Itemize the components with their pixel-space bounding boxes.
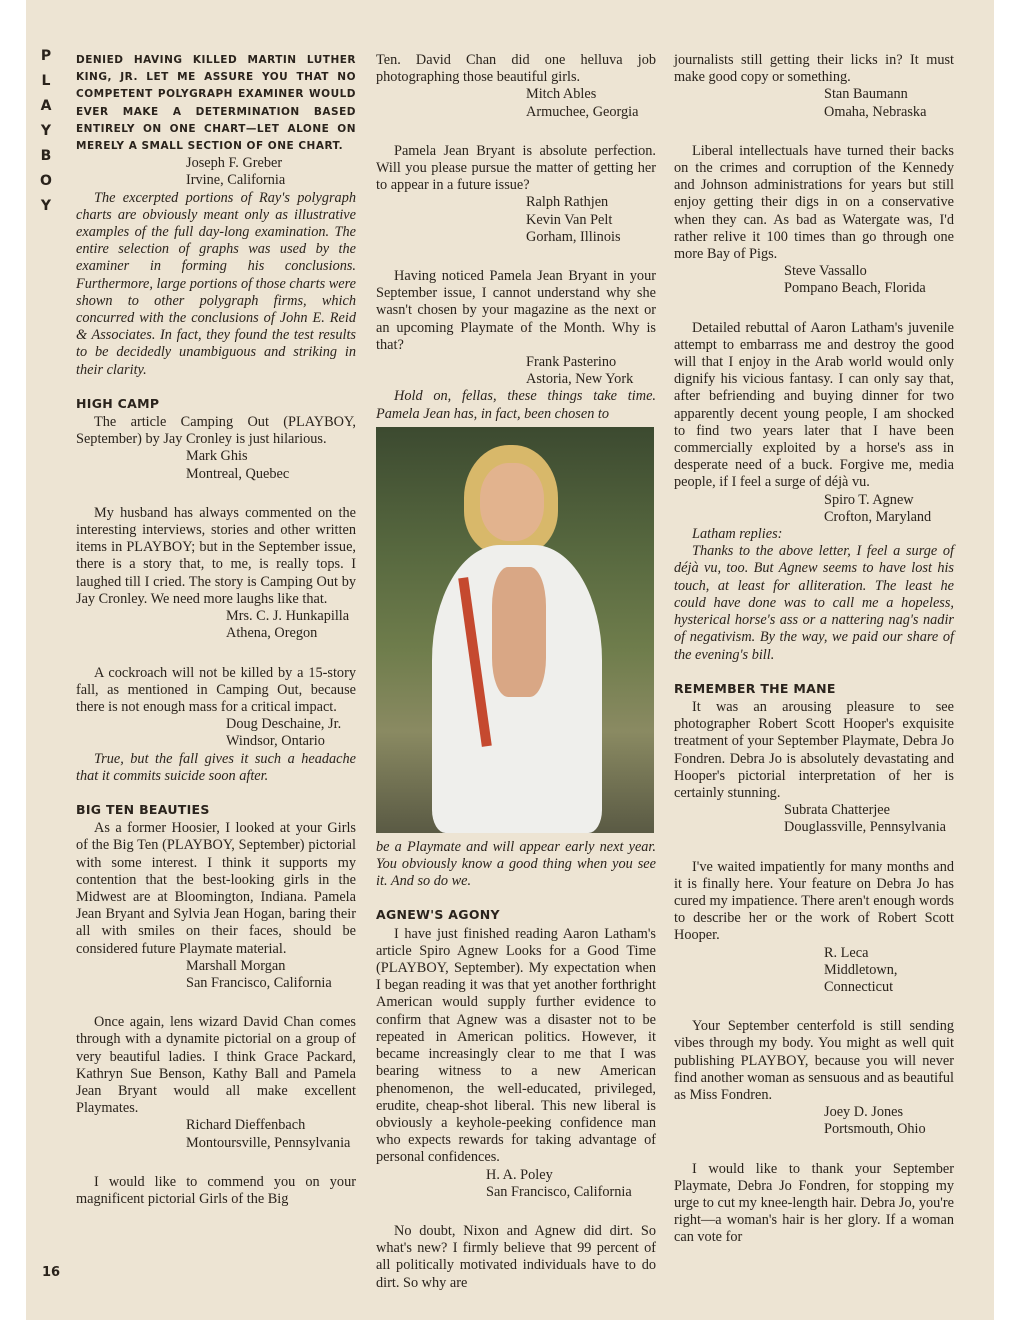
letter-location: Douglassville, Pennsylvania [784,819,947,836]
letter-location: Gorham, Illinois [526,228,621,245]
editor-reply: The excerpted portions of Ray's polygraph charts are obviously meant only as illustrative examples of the full day-long examination. The entire selection of graphs was used by the examiner in forming his conclusions. Furthermore, large portions of those charts were shown to other polygraph firms, which concurred with the conclusions of John E. Reid & Associates. In fact, they found the test results to be decidedly unambiguous and striking in their clarity. [76,189,356,378]
letter-signature: Marshall Morgan [186,957,286,974]
letter-location: Irvine, California [186,172,286,189]
letter-signature: Subrata Chatterjee [784,802,890,819]
letter-location: Armuchee, Georgia [526,103,639,120]
letter-location: San Francisco, California [186,974,332,991]
letter-text: No doubt, Nixon and Agnew did dirt. So what's new? I firmly believe that 99 percent of all politically motivated individuals have to do dirt. So why are [376,1222,656,1291]
letter-text: DENIED HAVING KILLED MARTIN LUTHER KING, JR. LET ME ASSURE YOU THAT NO COMPETENT POLYGRAPH EXAMINER WOULD EVER MAKE A DETERMINATION BASED ENTIRELY ON ONE CHART—LET ALONE ON MERELY A SMALL SECTION OF ONE CHART. [76,54,356,153]
section-heading: AGNEW'S AGONY [376,907,500,923]
letter-location: San Francisco, California [486,1183,632,1200]
letter-text: I have just finished reading Aaron Latham's article Spiro Agnew Looks for a Good Time (PLAYBOY, September). My expectation when I began reading it was that yet another forthright American would supply further evidence to confirm that Agnew was a disaster not to be repeated in American politics. However, it became increasingly clear to me that I was bearing witness to a new American phenomenon, the well-educated, privileged, erudite, cheap-shot liberal. This new liberal is obviously a keyhole-peeking confidence man who expects rewards for taking advantage of personal confidences. [376,925,656,1166]
letter-signature: H. A. Poley [486,1166,553,1183]
letter-location: Windsor, Ontario [226,733,325,750]
letter-text: Detailed rebuttal of Aaron Latham's juvenile attempt to embarrass me and destroy the good will that I enjoy in the Arab world would only dignify his vicious fantasy. I can only say that, after befriending and buying dinner for two apparently decent young people, I am shocked to find two years later that I have been commercially exploited by a horse's ass in desperate need of a buck. Forgive me, media people, if I feel a surge of déjà vu. [674,319,954,491]
letter-location: Crofton, Maryland [824,508,932,525]
letter-text: It was an arousing pleasure to see photographer Robert Scott Hooper's exquisite treatment of your September Playmate, Debra Jo Fondren. Debra Jo is absolutely devastating and Hooper's pictorial interpretation of her is certainly stunning. [674,698,954,801]
section-heading: REMEMBER THE MANE [674,680,836,696]
letter-text: Your September centerfold is still sending vibes through my body. You might as well quit publishing PLAYBOY, because you will never find another woman as sensuous and as beautiful as Miss Fondren. [674,1018,954,1103]
letter-signature: Kevin Van Pelt [526,211,613,228]
letter-signature: R. Leca [824,944,869,961]
letter-signature: Joseph F. Greber [186,155,283,172]
letter-signature: Spiro T. Agnew [824,491,914,508]
letter-location: Middletown, Connecticut [824,961,898,995]
letter-location: Montreal, Quebec [186,465,290,482]
letter-location: Portsmouth, Ohio [824,1121,926,1138]
letter-text: A cockroach will not be killed by a 15-story fall, as mentioned in Camping Out, because there is not enough mass for a critical impact. [76,664,356,715]
letter-text: I've waited impatiently for many months and it is finally here. Your feature on Debra Jo has cured my impatience. There aren't enough words to describe her or the work of Robert Scott Hooper. [674,858,954,944]
section-heading: HIGH CAMP [76,395,160,411]
letter-text: Having noticed Pamela Jean Bryant in your September issue, I cannot understand why she wasn't chosen by your magazine as the next or an upcoming Playmate of the Month. Why is that? [376,268,656,353]
section-heading: BIG TEN BEAUTIES [76,801,210,817]
editor-reply-label: Latham replies: [692,526,783,543]
letter-text: I would like to commend you on your magnificent pictorial Girls of the Big [76,1173,356,1207]
letter-location: Pompano Beach, Florida [784,280,926,297]
letter-text: Pamela Jean Bryant is absolute perfection. Will you please pursue the matter of getting her to appear in a future issue? [376,142,656,194]
letter-location: Omaha, Nebraska [824,103,927,120]
vertical-magazine-label: P L A Y B O Y [40,48,52,214]
letter-text: Liberal intellectuals have turned their backs on the crimes and corruption of the Kennedy and Johnson administrations for years but still enjoy getting their digs in on a conservative when they can. As bad as Watergate was, I'd rather relive it 100 times than go through one more Bay of Pigs. [674,142,954,263]
letter-signature: Doug Deschaine, Jr. [226,716,342,733]
letter-signature: Richard Dieffenbach [186,1117,306,1134]
letter-signature: Mark Ghis [186,448,248,465]
letter-location: Astoria, New York [526,371,634,388]
page-number: 16 [42,1265,61,1280]
letter-text: The article Camping Out (PLAYBOY, September) by Jay Cronley is just hilarious. [76,414,356,448]
letter-signature: Mitch Ables [526,86,597,103]
playmate-photo [376,427,654,833]
letter-text: My husband has always commented on the interesting interviews, stories and other written items in PLAYBOY; but in the September issue, there is a story that, to me, is really tops. I laughed till I cried. The story is Camping Out by Jay Cronley. We need more laughs like that. [76,504,356,607]
letter-signature: Frank Pasterino [526,354,617,371]
editor-reply: Thanks to the above letter, I feel a surge of déjà vu, too. But Agnew seems to have lost his touch, at least for alliteration. The least he could have done was to call me a hopeless, hysterical horse's ass or a nattering nag's nadir of negativism. By the way, we paid our share of the evening's bill. [674,543,954,663]
column-1 [76,52,356,1208]
letter-signature: Stan Baumann [824,86,908,103]
editor-reply: Hold on, fellas, these things take time. Pamela Jean has, in fact, been chosen to [376,388,656,422]
letter-signature: Joey D. Jones [824,1104,904,1121]
letter-signature: Steve Vassallo [784,263,867,280]
letter-text: journalists still getting their licks in? It must make good copy or something. [674,52,954,86]
letter-signature: Ralph Rathjen [526,194,609,211]
letter-text: Ten. David Chan did one helluva job photographing those beautiful girls. [376,52,656,86]
column-2 [376,52,656,1292]
letter-signature: Mrs. C. J. Hunkapilla [226,608,350,625]
letter-text: As a former Hoosier, I looked at your Girls of the Big Ten (PLAYBOY, September) pictorial with some interest. I think it supports my contention that the best-looking girls in the Midwest are at Bloomington, Indiana. Pamela Jean Bryant and Sylvia Jean Hogan, baring their all with smiles on their faces, should be considered future Playmate material. [76,820,356,957]
magazine-page [26,0,994,1320]
letter-location: Athena, Oregon [226,625,318,642]
letter-location: Montoursville, Pennsylvania [186,1134,351,1151]
letter-text: Once again, lens wizard David Chan comes through with a dynamite pictorial on a group of very beautiful ladies. I think Grace Packard, Kathryn Sue Benson, Kathy Ball and Pamela Jean Bryant would all make excellent Playmates. [76,1014,356,1117]
column-3 [674,52,954,1247]
editor-reply: be a Playmate and will appear early next year. You obviously know a good thing when you see it. And so do we. [376,838,656,890]
letter-text: I would like to thank your September Playmate, Debra Jo Fondren, for stopping my urge to cut my knee-length hair. Debra Jo, you're right—a woman's hair is her glory. If a woman can vote for [674,1160,954,1246]
editor-reply: True, but the fall gives it such a headache that it commits suicide soon after. [76,750,356,784]
